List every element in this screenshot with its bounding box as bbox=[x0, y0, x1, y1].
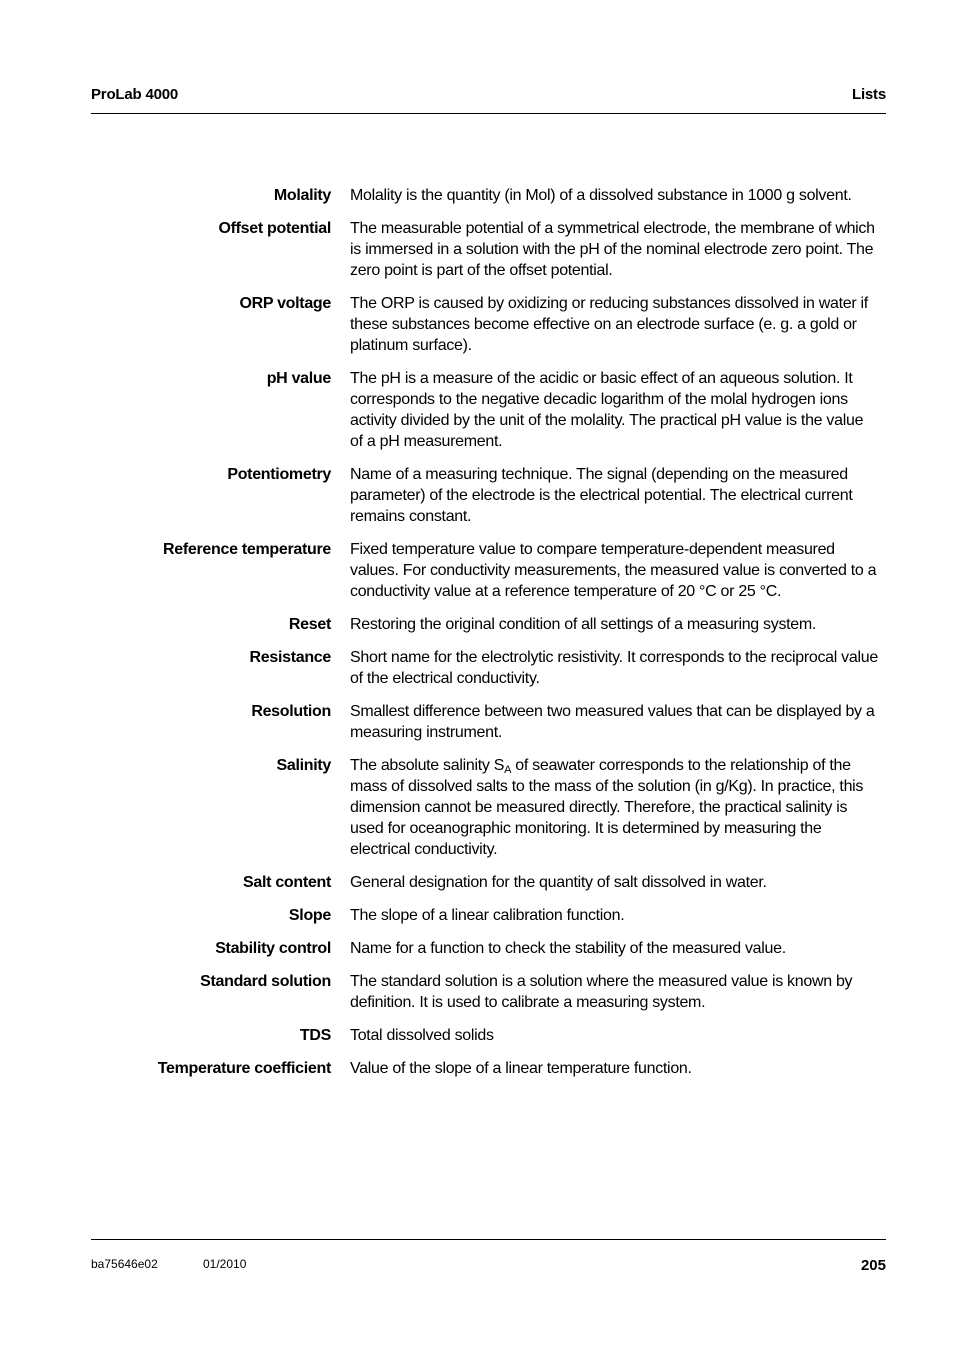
glossary-entry-orp-voltage bbox=[0, 293, 954, 356]
glossary-definition: The measurable potential of a symmetrical electrode, the membrane of which is immersed in a solution with the pH of the nominal electrode zero point. The zero point is part of the offset potential. bbox=[350, 220, 875, 279]
glossary-entry-resistance bbox=[0, 647, 954, 689]
glossary-definition: The standard solution is a solution where the measured value is known by definition. It is used to calibrate a measuring system. bbox=[350, 973, 853, 1011]
glossary-entry-stability-control bbox=[0, 938, 954, 959]
glossary-term: Molality bbox=[273, 187, 331, 204]
glossary-term: Salinity bbox=[276, 757, 331, 774]
glossary-term: Salt content bbox=[243, 874, 331, 891]
glossary-entry-temperature-coefficient bbox=[0, 1058, 954, 1079]
glossary-term: TDS bbox=[299, 1027, 331, 1044]
glossary-definition bbox=[350, 755, 880, 860]
glossary-entry-reset bbox=[0, 614, 954, 635]
glossary-term: Reference temperature bbox=[163, 541, 331, 558]
glossary-term: Resistance bbox=[249, 649, 331, 666]
glossary-definition: Restoring the original condition of all settings of a measuring system. bbox=[350, 616, 817, 633]
glossary-definition: Value of the slope of a linear temperature function. bbox=[350, 1060, 692, 1077]
glossary-term: pH value bbox=[266, 370, 331, 387]
glossary-term: Offset potential bbox=[218, 220, 331, 237]
glossary-entry-resolution bbox=[0, 701, 954, 743]
glossary-definition: The ORP is caused by oxidizing or reducing substances dissolved in water if these substances become effective on an electrode surface (e. g. a gold or platinum surface). bbox=[350, 295, 868, 354]
glossary-entry-salinity bbox=[0, 755, 954, 860]
glossary-entry-salt-content bbox=[0, 872, 954, 893]
section-title: Lists bbox=[851, 86, 886, 103]
glossary-entry-slope bbox=[0, 905, 954, 926]
glossary-term: Slope bbox=[288, 907, 331, 924]
glossary-term: Resolution bbox=[251, 703, 331, 720]
header-divider bbox=[91, 113, 886, 114]
page-header bbox=[91, 86, 886, 106]
definition-text: The absolute salinity S bbox=[350, 757, 505, 774]
glossary-definition: Total dissolved solids bbox=[350, 1027, 494, 1044]
page-footer bbox=[91, 1257, 886, 1277]
glossary-entry-ph-value bbox=[0, 368, 954, 452]
glossary-definition: General designation for the quantity of salt dissolved in water. bbox=[350, 874, 767, 891]
glossary-definition: Short name for the electrolytic resistivity. It corresponds to the reciprocal value of the electrical conductivity. bbox=[350, 649, 878, 687]
glossary-definition: Smallest difference between two measured values that can be displayed by a measuring instrument. bbox=[350, 703, 875, 741]
glossary-term: Reset bbox=[288, 616, 331, 633]
footer-divider bbox=[91, 1239, 886, 1240]
glossary-definition: The pH is a measure of the acidic or basic effect of an aqueous solution. It corresponds to the negative decadic logarithm of the molal hydrogen ions activity divided by the unit of the molality. The practical pH value is the value of a pH measurement. bbox=[350, 370, 864, 450]
glossary-list bbox=[0, 185, 954, 1091]
glossary-entry-reference-temperature bbox=[0, 539, 954, 602]
glossary-definition: Molality is the quantity (in Mol) of a dissolved substance in 1000 g solvent. bbox=[350, 187, 852, 204]
glossary-entry-standard-solution bbox=[0, 971, 954, 1013]
document-date: 01/2010 bbox=[203, 1257, 247, 1271]
page-number: 205 bbox=[860, 1257, 886, 1274]
glossary-definition: Fixed temperature value to compare temperature-dependent measured values. For conductivity measurements, the measured value is converted to a conductivity value at a reference temperature of 20 °C or 25 °C. bbox=[350, 541, 877, 600]
glossary-entry-offset-potential bbox=[0, 218, 954, 281]
glossary-definition: Name of a measuring technique. The signal (depending on the measured parameter) of the electrode is the electrical potential. The electrical current remains constant. bbox=[350, 466, 853, 525]
document-id: ba75646e02 bbox=[91, 1257, 158, 1271]
glossary-term: Potentiometry bbox=[227, 466, 331, 483]
glossary-term: Stability control bbox=[215, 940, 331, 957]
glossary-entry-potentiometry bbox=[0, 464, 954, 527]
subscript: A bbox=[504, 764, 512, 776]
glossary-entry-molality bbox=[0, 185, 954, 206]
glossary-term: Standard solution bbox=[200, 973, 331, 990]
definition-text: of seawater corresponds to the relationship of the mass of dissolved salts to the mass of the solution (in g/Kg). In practice, this dimension cannot be measured directly. Therefore, the practical salinity is used for oceanographic monitoring. It is determined by measuring the electrical conductivity. bbox=[350, 757, 864, 858]
glossary-definition: The slope of a linear calibration function. bbox=[350, 907, 625, 924]
glossary-term: Temperature coefficient bbox=[157, 1060, 331, 1077]
glossary-entry-tds bbox=[0, 1025, 954, 1046]
product-name: ProLab 4000 bbox=[91, 86, 179, 103]
glossary-definition: Name for a function to check the stability of the measured value. bbox=[350, 940, 786, 957]
glossary-term: ORP voltage bbox=[239, 295, 331, 312]
